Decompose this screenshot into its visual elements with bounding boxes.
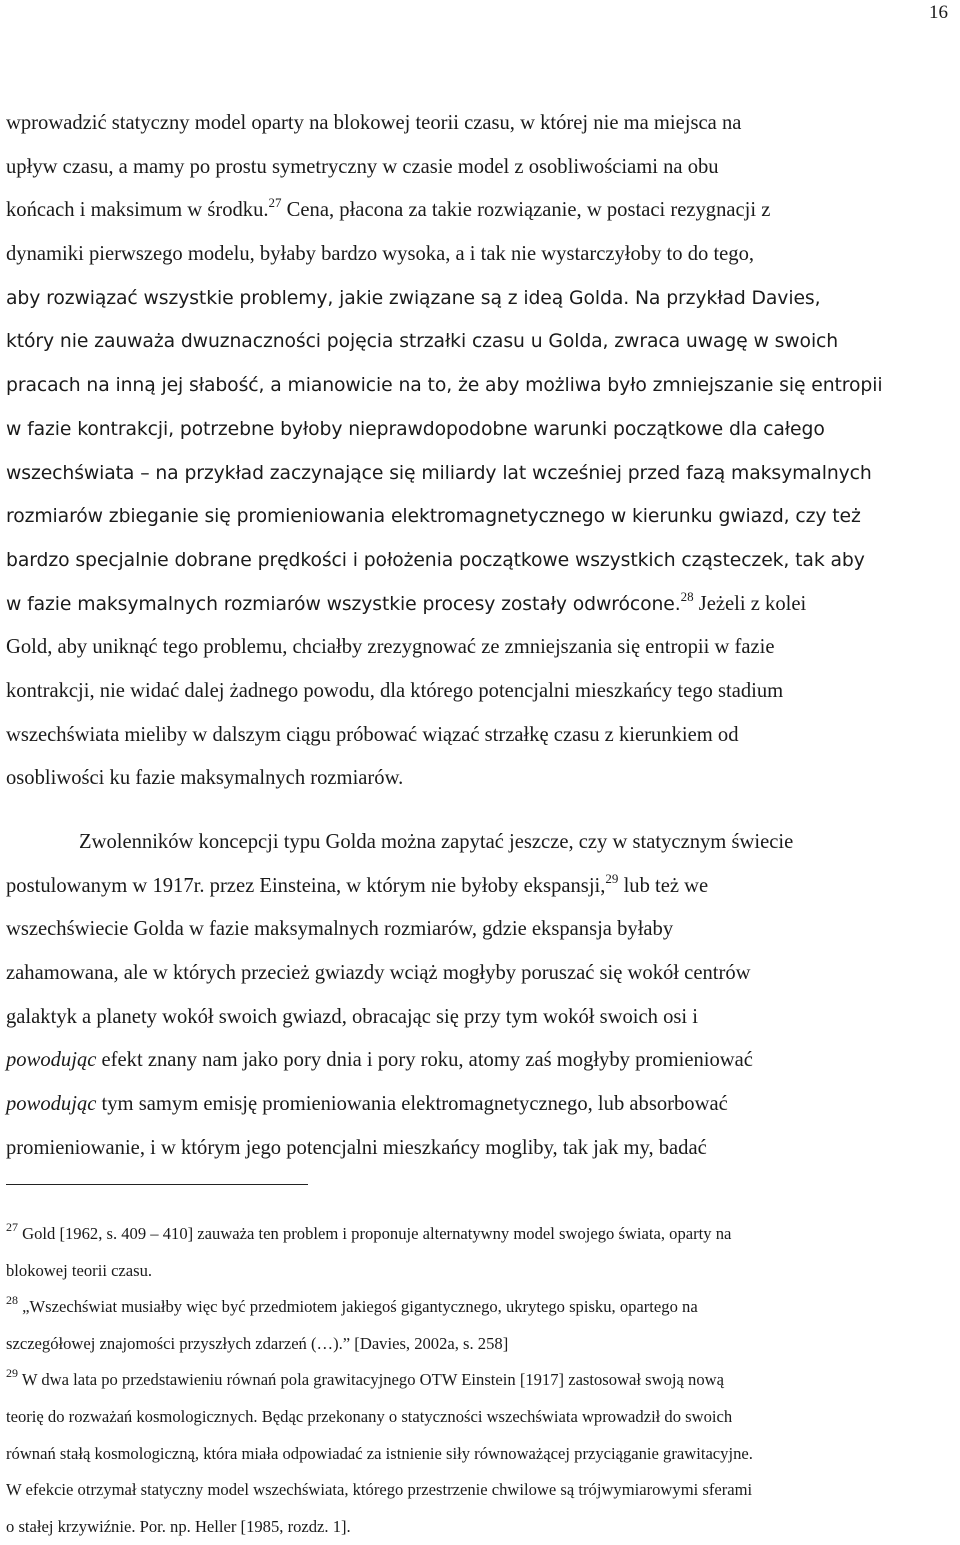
- text-line: w fazie maksymalnych rozmiarów wszystkie procesy zostały odwrócone.$^{28}$ Jeżeli z kolei: [6, 588, 807, 615]
- footnote-ref-29[interactable]: 29: [605, 870, 619, 886]
- footnote-line: równań stałą kosmologiczną, która miała odpowiadać za istnienie siły równoważącej przyciąganie grawitacyjne.: [6, 1443, 753, 1463]
- footnote-27: $^{27}$ Gold [1962, s. 409 – 410] zauważa ten problem i proponuje alternatywny model swojego świata, oparty na: [6, 1220, 732, 1243]
- text-line: osobliwości ku fazie maksymalnych rozmiarów.: [6, 767, 404, 790]
- text-line: upływ czasu, a mamy po prostu symetryczny w czasie model z osobliwościami na obu: [6, 155, 719, 178]
- footnote-ref-28[interactable]: 28: [680, 588, 694, 604]
- paragraph-gap: [6, 801, 956, 821]
- text-line: promieniowanie, i w którym jego potencjalni mieszkańcy mogliby, tak jak my, badać: [6, 1136, 707, 1159]
- footnote-line: szczegółowej znajomości przyszłych zdarzeń (…).” [Davies, 2002a, s. 258]: [6, 1333, 509, 1353]
- text-line: wszechświata – na przykład zaczynające się miliardy lat wcześniej przed fazą maksymalnych: [6, 462, 872, 484]
- footnote-line: W efekcie otrzymał statyczny model wszechświata, którego przestrzenie chwilowe są trójwymiarowymi sferami: [6, 1480, 753, 1500]
- text-line: wszechświata mieliby w dalszym ciągu próbować wiązać strzałkę czasu z kierunkiem od: [6, 723, 739, 746]
- text-line: w fazie kontrakcji, potrzebne byłoby nieprawdopodobne warunki początkowe dla całego: [6, 418, 825, 440]
- text-line: wszechświecie Golda w fazie maksymalnych rozmiarów, gdzie ekspansja byłaby: [6, 918, 674, 941]
- text-line: bardzo specjalnie dobrane prędkości i położenia początkowe wszystkich cząsteczek, tak aby: [6, 549, 865, 571]
- text-line: który nie zauważa dwuznaczności pojęcia strzałki czasu u Golda, zwraca uwagę w swoich: [6, 331, 839, 353]
- page-number: 16: [929, 2, 948, 23]
- text-line: postulowanym w 1917r. przez Einsteina, w którym nie byłoby ekspansji,$^{29}$ lub też we: [6, 870, 709, 897]
- text-line: zahamowana, ale w których przecież gwiazdy wciąż mogłyby poruszać się wokół centrów: [6, 962, 751, 985]
- footnote-line: o stałej krzywiźnie. Por. np. Heller [1985, rozdz. 1].: [6, 1516, 351, 1536]
- footnote-29: $^{29}$ W dwa lata po przedstawieniu równań pola grawitacyjnego OTW Einstein [1917] zastosował swoją nową: [6, 1366, 724, 1390]
- text-line: aby rozwiązać wszystkie problemy, jakie związane są z ideą Golda. Na przykład Davies,: [6, 287, 821, 309]
- text-line: galaktyk a planety wokół swoich gwiazd, obracając się przy tym wokół swoich osi i: [6, 1005, 699, 1028]
- main-text: [6, 102, 956, 1171]
- footnote-ref-27[interactable]: 27: [268, 195, 282, 211]
- text-line: Zwolenników koncepcji typu Golda można zapytać jeszcze, czy w statycznym świecie: [79, 831, 794, 853]
- text-line: dynamiki pierwszego modelu, byłaby bardzo wysoka, a i tak nie wystarczyłoby to do tego,: [6, 243, 755, 266]
- text-line: powodując efekt znany nam jako pory dnia i pory roku, atomy zaś mogłyby promieniować: [6, 1049, 753, 1072]
- text-line: wprowadzić statyczny model oparty na blokowej teorii czasu, w której nie ma miejsca na: [6, 112, 742, 134]
- text-line: kontrakcji, nie widać dalej żadnego powodu, dla którego potencjalni mieszkańcy tego stadium: [6, 679, 784, 702]
- text-line: pracach na inną jej słabość, a mianowicie na to, że aby możliwa było zmniejszanie się entropii: [6, 375, 883, 397]
- footnote-line: blokowej teorii czasu.: [6, 1260, 153, 1280]
- text-line: Gold, aby uniknąć tego problemu, chciałby zrezygnować ze zmniejszania się entropii w fazie: [6, 636, 775, 659]
- text-line: powodując tym samym emisję promieniowania elektromagnetycznego, lub absorbować: [6, 1093, 728, 1116]
- footnote-28: $^{28}$ „Wszechświat musiałby więc być przedmiotem jakiegoś gigantycznego, ukrytego spisku, opartego na: [6, 1293, 698, 1317]
- text-line: końcach i maksimum w środku.$^{27}$ Cena, płacona za takie rozwiązanie, w postaci rezygnacji z: [6, 195, 771, 222]
- footnote-separator: [6, 1184, 308, 1185]
- footnotes: [6, 1216, 956, 1545]
- text-line: rozmiarów zbieganie się promieniowania elektromagnetycznego w kierunku gwiazd, czy też: [6, 506, 861, 528]
- footnote-line: teorię do rozważań kosmologicznych. Będąc przekonany o statyczności wszechświata wprowadził do swoich: [6, 1406, 733, 1426]
